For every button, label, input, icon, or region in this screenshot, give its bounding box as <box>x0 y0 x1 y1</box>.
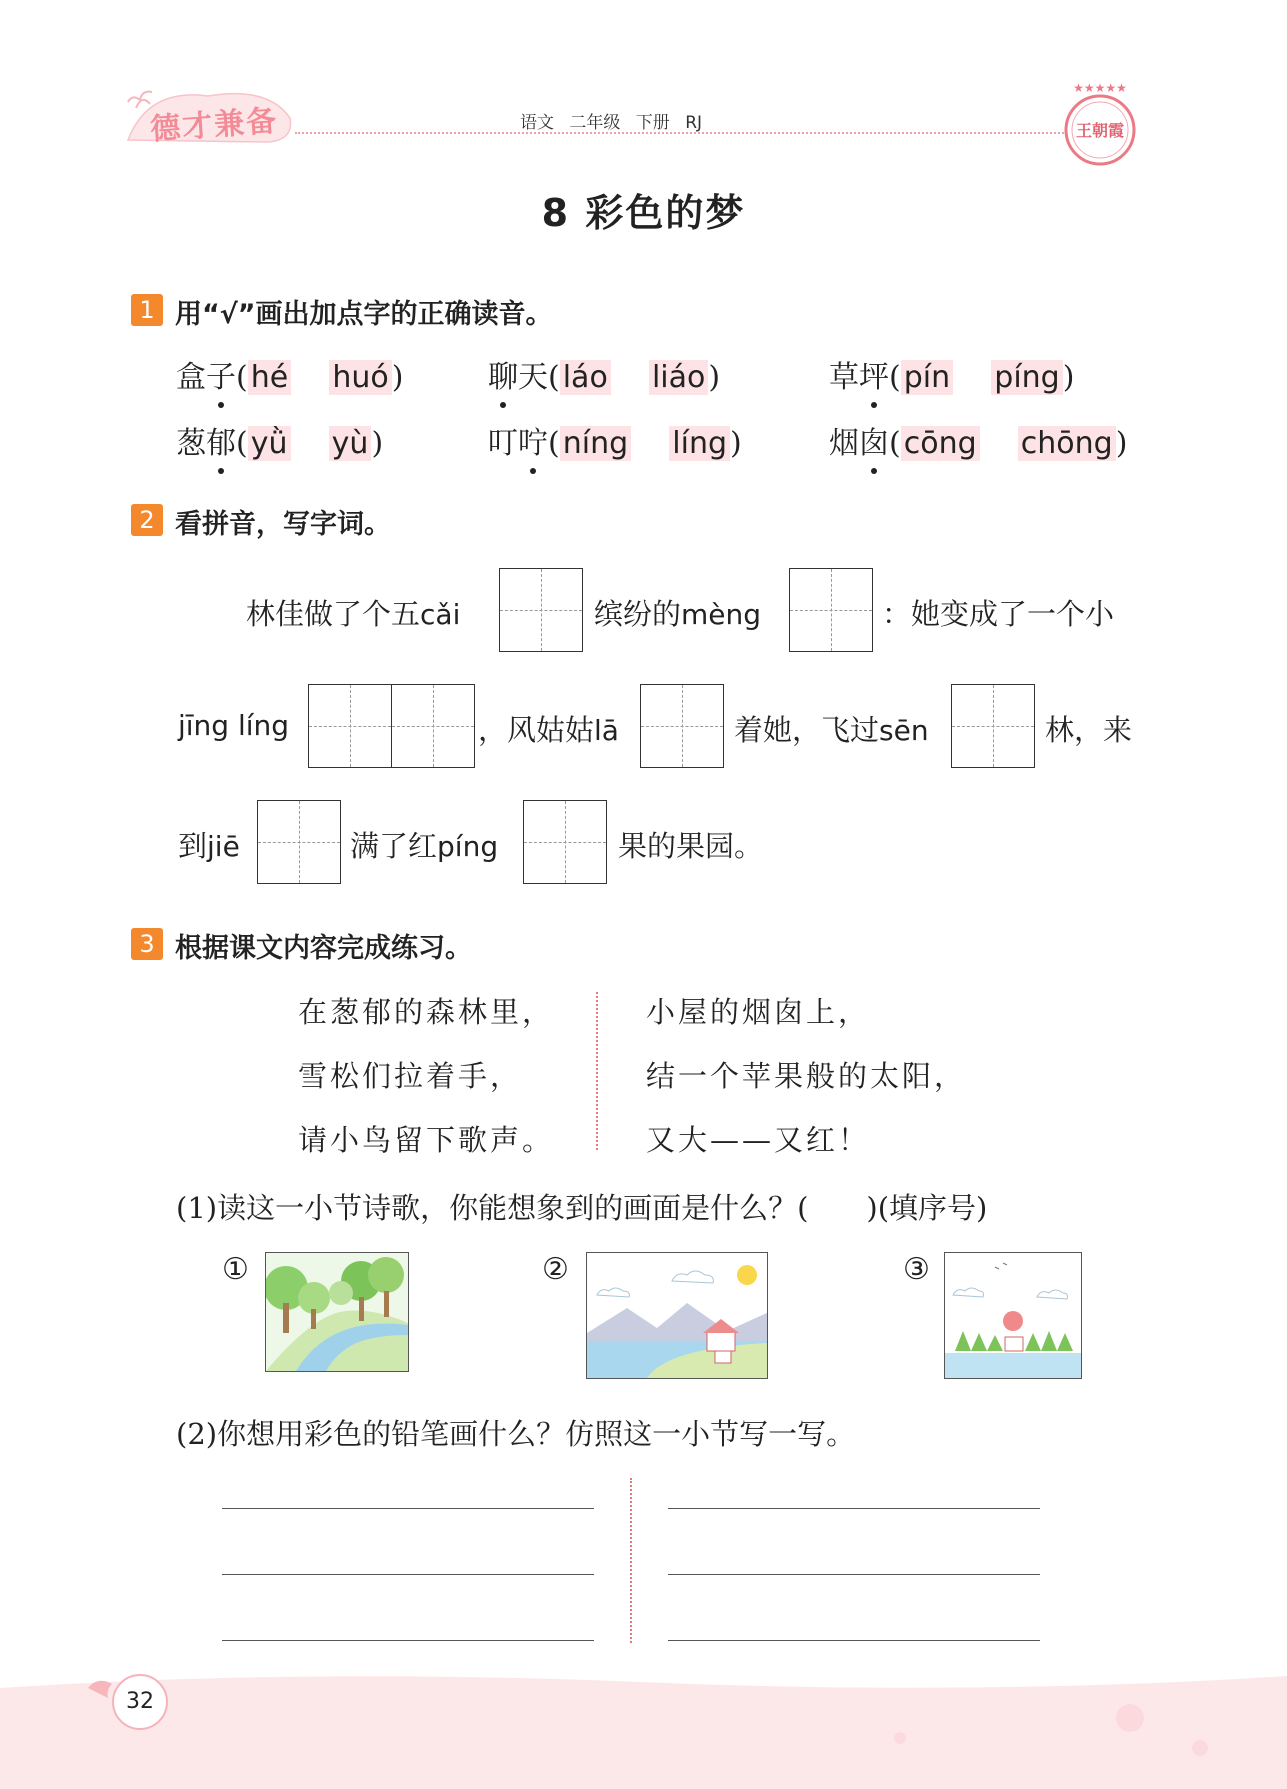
dotted-char: 咛 <box>518 418 548 462</box>
writing-line[interactable] <box>222 1640 594 1641</box>
pinyin-option[interactable]: cōng <box>901 426 980 461</box>
tianzige-box[interactable] <box>523 800 607 884</box>
tianzige-box[interactable] <box>951 684 1035 768</box>
word-char: 草 <box>829 360 859 395</box>
sub-question-2: (2)你想用彩色的铅笔画什么？仿照这一小节写一写。 <box>176 1417 856 1451</box>
text-segment: 缤纷的 <box>594 597 682 631</box>
mountain-lake-house-picture[interactable] <box>586 1252 768 1379</box>
pinyin-option[interactable]: huó <box>329 360 391 395</box>
bracket: ( <box>548 360 560 395</box>
dotted-char: 郁 <box>206 418 236 462</box>
text-segment: 到 <box>178 829 208 863</box>
bracket: ( <box>548 426 560 461</box>
trees-sun-house-picture[interactable] <box>944 1252 1082 1379</box>
pinyin-choice-item <box>829 418 1127 462</box>
bracket: ) <box>391 360 404 395</box>
word-char: 盒 <box>176 360 206 395</box>
word-char: 葱 <box>176 426 206 461</box>
text-segment: ：她变成了一个小 <box>882 597 1115 631</box>
pinyin-choice-item <box>488 352 720 396</box>
question-1-instruction: 用“√”画出加点字的正确读音。 <box>175 299 553 330</box>
footer-background <box>0 1668 1287 1789</box>
writing-divider <box>630 1478 632 1643</box>
pinyin-hint: sēn <box>879 714 929 747</box>
question-3-instruction: 根据课文内容完成练习。 <box>175 933 472 964</box>
pinyin-option[interactable]: líng <box>669 426 730 461</box>
svg-text:★★★★★: ★★★★★ <box>1073 81 1127 95</box>
word-char: 烟 <box>829 426 859 461</box>
option-label: ③ <box>903 1252 930 1287</box>
dotted-char: 坪 <box>859 352 889 396</box>
text-segment: 林，来 <box>1045 713 1133 747</box>
word-char: 天 <box>518 360 548 395</box>
writing-line[interactable] <box>222 1508 594 1509</box>
poem-divider <box>596 992 598 1150</box>
text-segment: 着她，飞过 <box>734 713 880 747</box>
forest-river-picture[interactable] <box>265 1252 409 1372</box>
pinyin-choice-item <box>829 352 1074 396</box>
page-number: 32 <box>112 1674 168 1730</box>
pinyin-option[interactable]: níng <box>560 426 631 461</box>
dotted-char: 聊 <box>488 352 518 396</box>
dotted-char: 囱 <box>859 418 889 462</box>
pinyin-choice-item <box>176 352 403 396</box>
bracket: ( <box>236 360 248 395</box>
pinyin-option[interactable]: liáo <box>649 360 708 395</box>
seal-text: 王朝霞 <box>1075 121 1125 140</box>
bracket: ) <box>708 360 721 395</box>
pinyin-option[interactable]: hé <box>248 360 291 395</box>
tianzige-box[interactable] <box>257 800 341 884</box>
logo-text: 德才兼备 <box>149 103 280 148</box>
question-number-2: 2 <box>131 504 163 536</box>
text-segment: ，风姑姑 <box>478 713 595 747</box>
poem-right-line: 又大——又红！ <box>646 1123 871 1157</box>
question-2-instruction: 看拼音，写字词。 <box>175 509 391 540</box>
bracket: ( <box>236 426 248 461</box>
pinyin-option[interactable]: pín <box>901 360 953 395</box>
text-segment: 满了红 <box>350 829 438 863</box>
pinyin-choice-item <box>488 418 742 462</box>
pinyin-hint: píng <box>437 830 499 863</box>
bracket: ( <box>889 426 901 461</box>
tianzige-box[interactable] <box>640 684 724 768</box>
lesson-title: 8 彩色的梦 <box>541 191 746 235</box>
pinyin-option[interactable]: píng <box>991 360 1062 395</box>
bracket: ) <box>730 426 742 461</box>
dotted-char: 子 <box>206 352 236 396</box>
poem-left-line: 雪松们拉着手， <box>298 1059 523 1093</box>
option-label: ② <box>542 1252 569 1287</box>
bracket: ) <box>1062 360 1075 395</box>
pinyin-choice-item <box>176 418 383 462</box>
poem-right-line: 结一个苹果般的太阳， <box>646 1059 967 1093</box>
tianzige-box[interactable] <box>391 684 475 768</box>
word-char: 叮 <box>488 426 518 461</box>
text-segment: 果的果园。 <box>618 829 764 863</box>
bracket: ) <box>1115 426 1128 461</box>
poem-left-line: 请小鸟留下歌声。 <box>298 1123 555 1157</box>
writing-line[interactable] <box>222 1574 594 1575</box>
pinyin-option[interactable]: láo <box>560 360 611 395</box>
author-seal <box>1060 78 1140 170</box>
option-label: ① <box>222 1252 249 1287</box>
writing-line[interactable] <box>668 1574 1040 1575</box>
tianzige-box[interactable] <box>499 568 583 652</box>
poem-left-line: 在葱郁的森林里， <box>298 995 555 1029</box>
pinyin-option[interactable]: chōng <box>1018 426 1116 461</box>
pinyin-option[interactable]: yǜ <box>248 426 291 461</box>
question-number-3: 3 <box>131 928 163 960</box>
pinyin-hint: jīng líng <box>178 709 290 742</box>
pinyin-hint: mèng <box>681 598 762 631</box>
pinyin-hint: cǎi <box>420 598 461 631</box>
pinyin-hint: jiē <box>207 830 240 863</box>
writing-line[interactable] <box>668 1640 1040 1641</box>
pinyin-hint: lā <box>594 714 619 747</box>
pinyin-option[interactable]: yù <box>329 426 372 461</box>
writing-line[interactable] <box>668 1508 1040 1509</box>
question-number-1: 1 <box>131 294 163 326</box>
sub-question-1: (1)读这一小节诗歌，你能想象到的画面是什么？( )(填序号) <box>176 1191 988 1225</box>
bracket: ) <box>371 426 384 461</box>
poem-right-line: 小屋的烟囱上， <box>646 995 871 1029</box>
tianzige-box[interactable] <box>308 684 392 768</box>
tianzige-box[interactable] <box>789 568 873 652</box>
bracket: ( <box>889 360 901 395</box>
text-segment: 林佳做了个五 <box>246 597 421 631</box>
book-info: 语文 二年级 下册 RJ <box>520 113 703 133</box>
